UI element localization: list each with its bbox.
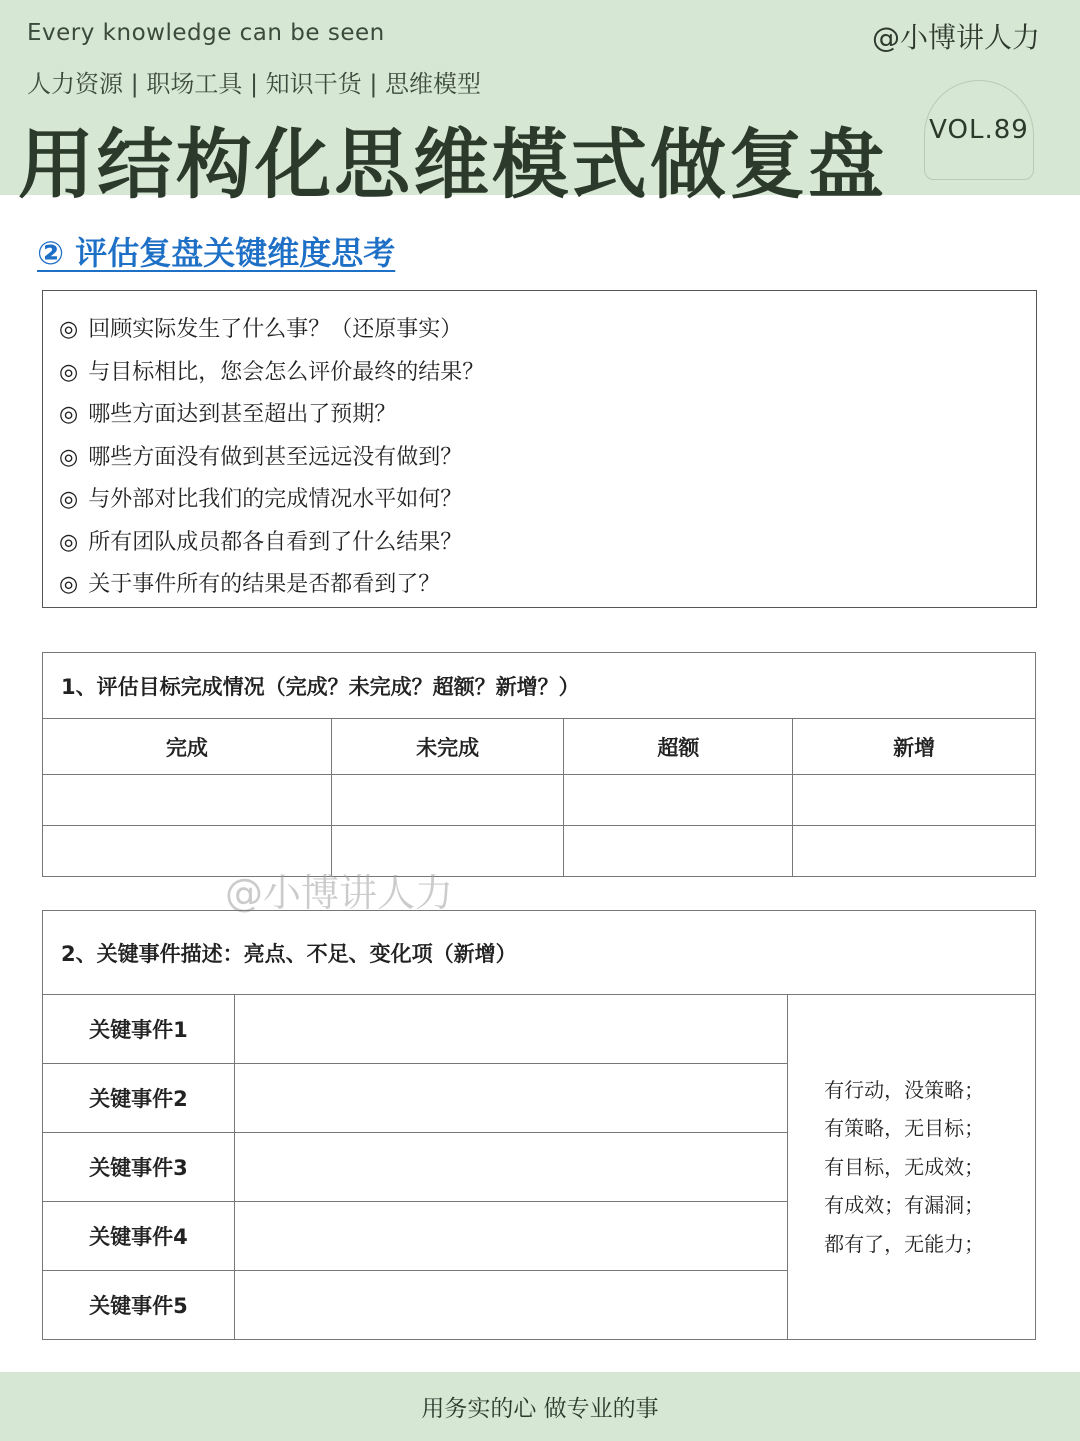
event-description-cell[interactable] (234, 1064, 787, 1133)
question-text: 哪些方面达到甚至超出了预期？ (88, 402, 397, 427)
notes-cell (788, 995, 1036, 1340)
question-text: 与外部对比我们的完成情况水平如何？ (88, 487, 463, 512)
note-line: 都有了，无能力； (824, 1231, 985, 1256)
bullet-icon: ◎ (59, 444, 79, 470)
table-cell[interactable] (43, 775, 332, 826)
bullet-icon: ◎ (59, 317, 79, 342)
footer-banner (0, 1372, 1080, 1441)
table-cell[interactable] (564, 775, 793, 826)
goal-completion-table (42, 652, 1036, 877)
header-banner (0, 0, 1080, 209)
event-label: 关键事件1 (43, 995, 235, 1064)
volume-badge (924, 80, 1034, 180)
question-item (59, 309, 1036, 352)
watermark: @小博讲人力 (225, 871, 454, 915)
key-events-table (42, 910, 1036, 1340)
page-title: 用结构化思维模式做复盘 (18, 120, 887, 209)
table-row (43, 995, 1036, 1064)
event-description-cell[interactable] (234, 1271, 787, 1340)
category-list: 人力资源 | 职场工具 | 知识干货 | 思维模型 (27, 70, 482, 98)
event-label: 关键事件3 (43, 1133, 235, 1202)
event-label: 关键事件4 (43, 1202, 235, 1271)
author-handle: @小博讲人力 (871, 21, 1040, 54)
event-description-cell[interactable] (234, 1202, 787, 1271)
volume-label: VOL.89 (929, 115, 1029, 145)
question-text: 哪些方面没有做到甚至远远没有做到？ (88, 444, 463, 470)
table-title: 2、关键事件描述：亮点、不足、变化项（新增） (43, 911, 1036, 995)
question-item (59, 352, 1036, 395)
note-line: 有策略，无目标； (824, 1116, 985, 1141)
note-line: 有行动，没策略； (824, 1077, 985, 1102)
table-row (43, 775, 1036, 826)
bullet-icon: ◎ (59, 359, 79, 385)
table-cell[interactable] (793, 775, 1036, 826)
question-item (59, 479, 1036, 522)
event-label: 关键事件5 (43, 1271, 235, 1340)
section-heading: ② 评估复盘关键维度思考 (37, 234, 396, 272)
note-line: 有目标，无成效； (824, 1154, 985, 1179)
table-cell[interactable] (331, 775, 564, 826)
bullet-icon: ◎ (59, 572, 79, 597)
question-item (59, 522, 1036, 565)
question-item (59, 564, 1036, 607)
event-description-cell[interactable] (234, 1133, 787, 1202)
question-text: 关于事件所有的结果是否都看到了？ (88, 572, 441, 597)
bullet-icon: ◎ (59, 487, 79, 512)
column-header-new: 新增 (793, 719, 1036, 775)
footer-slogan: 用务实的心 做专业的事 (421, 1396, 659, 1422)
table-cell[interactable] (564, 826, 793, 877)
column-header-incomplete: 未完成 (331, 719, 564, 775)
bullet-icon: ◎ (59, 529, 79, 555)
table-title: 1、评估目标完成情况（完成？未完成？超额？新增？） (43, 653, 1036, 719)
column-header-completed: 完成 (43, 719, 332, 775)
tagline: Every knowledge can be seen (27, 20, 385, 46)
bullet-icon: ◎ (59, 402, 79, 427)
note-line: 有成效；有漏洞； (824, 1193, 985, 1218)
table-row (43, 826, 1036, 877)
event-label: 关键事件2 (43, 1064, 235, 1133)
question-text: 回顾实际发生了什么事？（还原事实） (88, 317, 463, 342)
table-cell[interactable] (793, 826, 1036, 877)
column-header-exceeded: 超额 (564, 719, 793, 775)
question-item (59, 394, 1036, 437)
question-text: 所有团队成员都各自看到了什么结果？ (88, 529, 463, 555)
event-description-cell[interactable] (234, 995, 787, 1064)
questions-box (42, 290, 1037, 608)
question-text: 与目标相比，您会怎么评价最终的结果？ (88, 359, 485, 385)
question-item (59, 437, 1036, 480)
